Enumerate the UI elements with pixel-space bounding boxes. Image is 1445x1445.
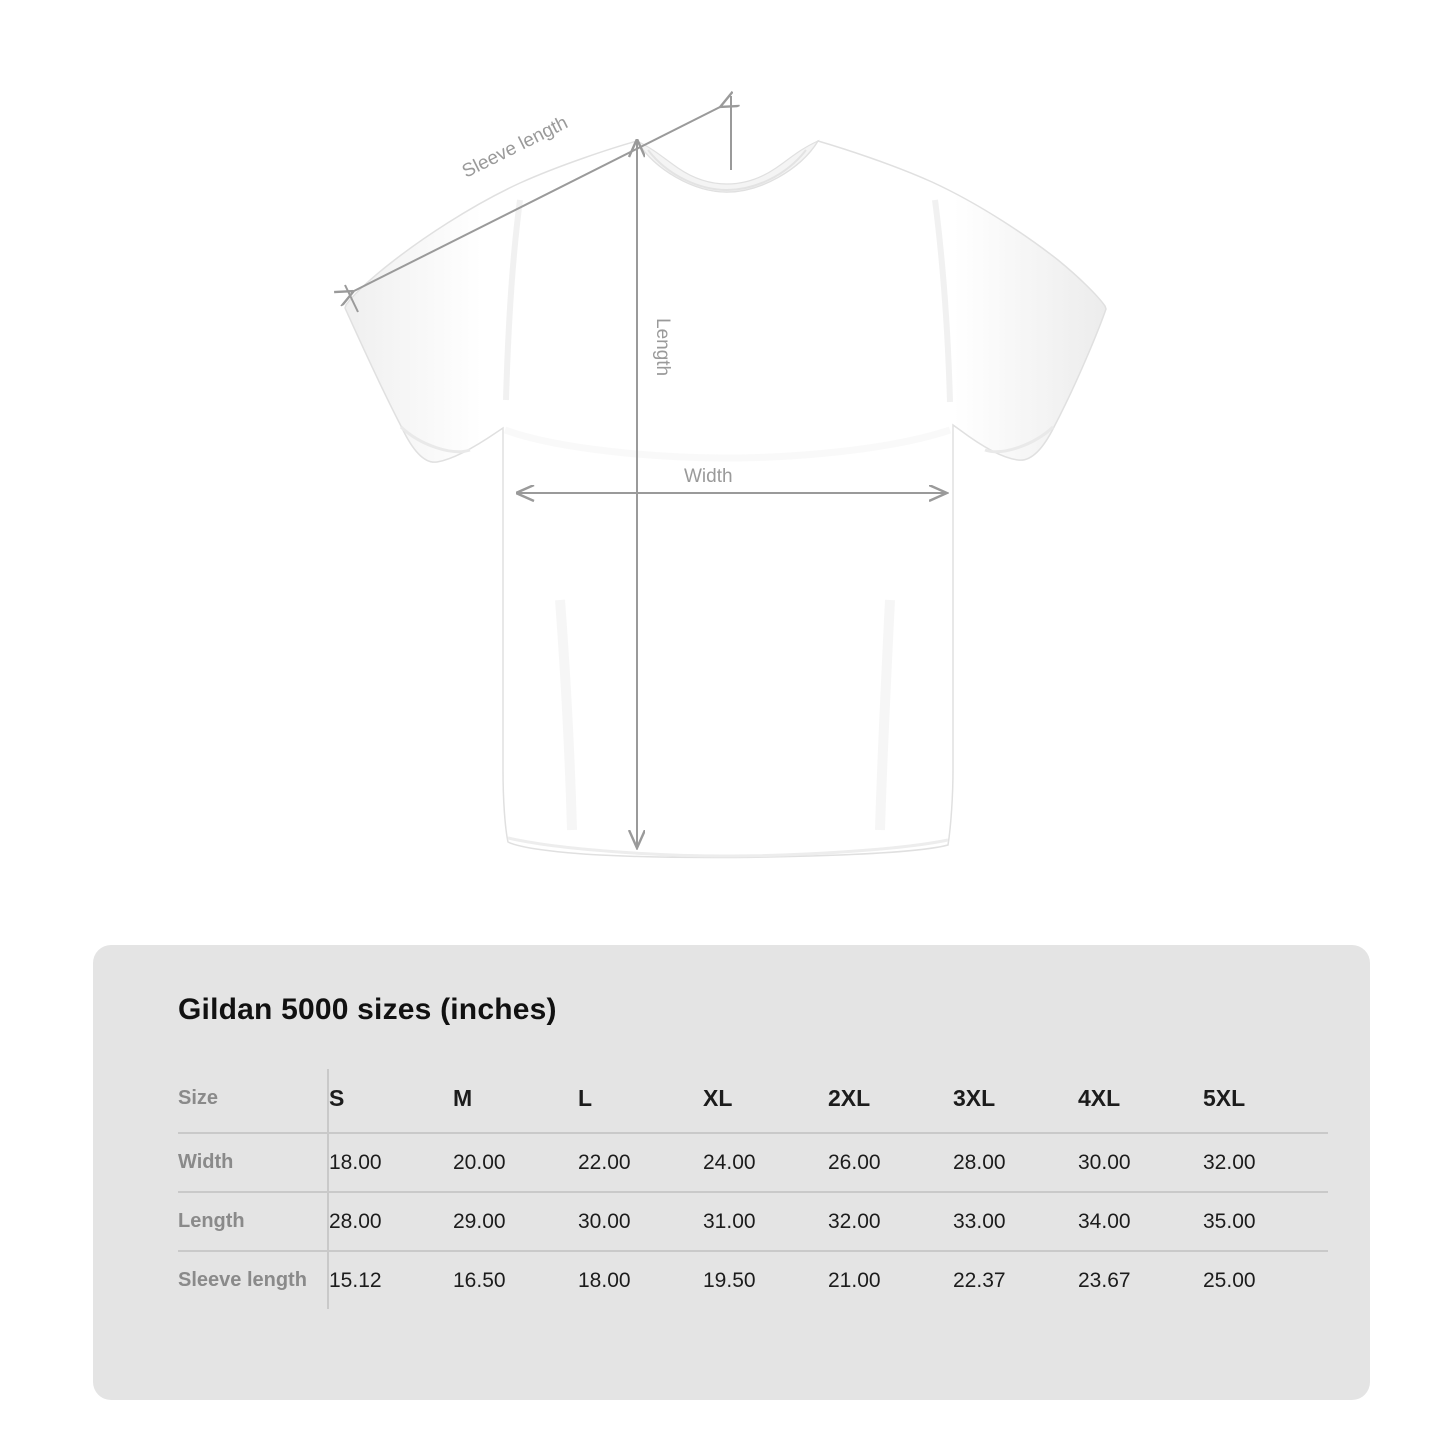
cell-sleeve-m: 16.50 xyxy=(453,1251,578,1309)
cell-width-4xl: 30.00 xyxy=(1078,1133,1203,1192)
header-col-s: S xyxy=(329,1085,345,1111)
table-row xyxy=(178,1251,1328,1309)
cell-width-l: 22.00 xyxy=(578,1133,703,1192)
header-col-2xl: 2XL xyxy=(828,1085,871,1111)
table-header-row xyxy=(178,1069,1328,1133)
header-col-xl: XL xyxy=(703,1085,733,1111)
cell-sleeve-xl: 19.50 xyxy=(703,1251,828,1309)
cell-sleeve-s: 15.12 xyxy=(328,1251,453,1309)
cell-width-2xl: 26.00 xyxy=(828,1133,953,1192)
cell-length-xl: 31.00 xyxy=(703,1192,828,1251)
cell-length-2xl: 32.00 xyxy=(828,1192,953,1251)
row-label-length: Length xyxy=(178,1192,328,1251)
width-label: Width xyxy=(684,466,733,487)
header-col-3xl: 3XL xyxy=(953,1085,996,1111)
cell-length-s: 28.00 xyxy=(328,1192,453,1251)
size-chart-title: Gildan 5000 sizes (inches) xyxy=(178,993,557,1026)
header-col-4xl: 4XL xyxy=(1078,1085,1121,1111)
size-chart-table xyxy=(178,1069,1328,1309)
header-size: Size xyxy=(178,1069,328,1133)
table-row xyxy=(178,1192,1328,1251)
cell-length-3xl: 33.00 xyxy=(953,1192,1078,1251)
row-label-sleeve-length: Sleeve length xyxy=(178,1251,328,1309)
cell-length-m: 29.00 xyxy=(453,1192,578,1251)
tshirt-illustration xyxy=(345,141,1106,857)
cell-sleeve-3xl: 22.37 xyxy=(953,1251,1078,1309)
cell-width-m: 20.00 xyxy=(453,1133,578,1192)
cell-sleeve-5xl: 25.00 xyxy=(1203,1251,1328,1309)
cell-length-l: 30.00 xyxy=(578,1192,703,1251)
cell-width-xl: 24.00 xyxy=(703,1133,828,1192)
header-col-5xl: 5XL xyxy=(1203,1085,1246,1111)
cell-length-5xl: 35.00 xyxy=(1203,1192,1328,1251)
length-label: Length xyxy=(652,318,673,377)
table-row xyxy=(178,1133,1328,1192)
row-label-width: Width xyxy=(178,1133,328,1192)
cell-sleeve-2xl: 21.00 xyxy=(828,1251,953,1309)
cell-width-s: 18.00 xyxy=(328,1133,453,1192)
cell-sleeve-4xl: 23.67 xyxy=(1078,1251,1203,1309)
cell-width-3xl: 28.00 xyxy=(953,1133,1078,1192)
header-col-l: L xyxy=(578,1085,593,1111)
header-col-m: M xyxy=(453,1085,473,1111)
sleeve-length-label: Sleeve length xyxy=(458,112,572,183)
size-chart-panel xyxy=(93,945,1370,1400)
cell-width-5xl: 32.00 xyxy=(1203,1133,1328,1192)
cell-length-4xl: 34.00 xyxy=(1078,1192,1203,1251)
cell-sleeve-l: 18.00 xyxy=(578,1251,703,1309)
